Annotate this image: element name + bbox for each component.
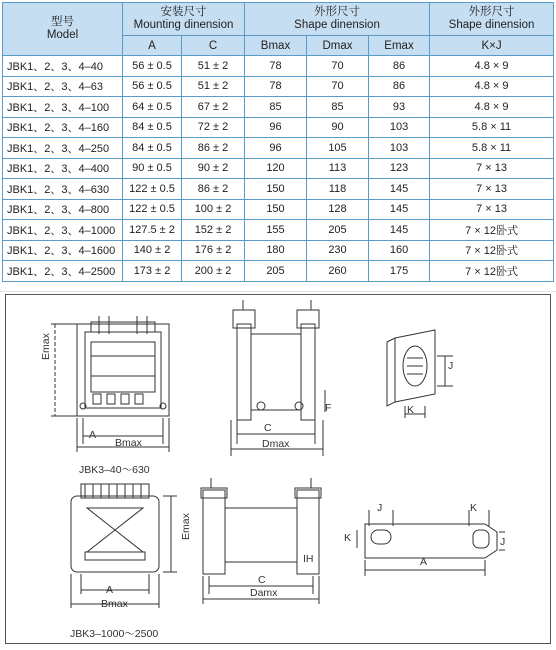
cell-model: JBK1、2、3、4–2500	[3, 261, 123, 282]
cell-a: 64 ± 0.5	[123, 97, 182, 118]
drawing-terminal-detail-small	[387, 330, 453, 418]
cell-model: JBK1、2、3、4–63	[3, 76, 123, 97]
label-a: A	[89, 429, 97, 441]
table-row	[3, 76, 554, 97]
cell-c: 51 ± 2	[182, 76, 245, 97]
cell-model: JBK1、2、3、4–250	[3, 138, 123, 159]
cell-kj: 4.8 × 9	[430, 97, 554, 118]
header-a: A	[123, 36, 182, 56]
cell-model: JBK1、2、3、4–630	[3, 179, 123, 200]
table-row	[3, 261, 554, 282]
drawing-front-large	[71, 484, 177, 608]
table-row	[3, 220, 554, 241]
header-shape: 外形尺寸 Shape dinension	[245, 3, 430, 36]
cell-kj: 7 × 13	[430, 179, 554, 200]
cell-bmax: 150	[245, 199, 307, 220]
cell-kj: 5.8 × 11	[430, 117, 554, 138]
cell-emax: 145	[369, 179, 430, 200]
cell-kj: 4.8 × 9	[430, 76, 554, 97]
cell-emax: 86	[369, 76, 430, 97]
table-row	[3, 199, 554, 220]
table-row	[3, 117, 554, 138]
cell-c: 176 ± 2	[182, 240, 245, 261]
cell-model: JBK1、2、3、4–800	[3, 199, 123, 220]
cell-dmax: 90	[307, 117, 369, 138]
label-k-3: K	[344, 532, 352, 544]
cell-kj: 7 × 13	[430, 158, 554, 179]
cell-a: 56 ± 0.5	[123, 76, 182, 97]
cell-model: JBK1、2、3、4–160	[3, 117, 123, 138]
caption-bottom: JBK3–1000～2500	[70, 628, 159, 640]
divider	[0, 291, 556, 292]
cell-c: 100 ± 2	[182, 199, 245, 220]
cell-c: 152 ± 2	[182, 220, 245, 241]
cell-kj: 7 × 12卧式	[430, 220, 554, 241]
cell-emax: 103	[369, 138, 430, 159]
spec-table	[2, 2, 554, 282]
cell-bmax: 96	[245, 138, 307, 159]
label-dmax: Dmax	[262, 438, 290, 450]
label-bmax-2: Bmax	[101, 598, 128, 610]
cell-bmax: 85	[245, 97, 307, 118]
table-row	[3, 56, 554, 77]
label-damx: Damx	[250, 587, 278, 599]
cell-dmax: 85	[307, 97, 369, 118]
cell-a: 90 ± 0.5	[123, 158, 182, 179]
label-a-3: A	[420, 556, 428, 568]
header-mounting: 安装尺寸 Mounting dinension	[123, 3, 245, 36]
cell-c: 72 ± 2	[182, 117, 245, 138]
label-k: K	[407, 404, 415, 416]
label-j-3: J	[500, 536, 506, 548]
cell-dmax: 70	[307, 56, 369, 77]
cell-dmax: 113	[307, 158, 369, 179]
cell-a: 173 ± 2	[123, 261, 182, 282]
label-ih: IH	[303, 553, 314, 565]
cell-dmax: 230	[307, 240, 369, 261]
cell-model: JBK1、2、3、4–100	[3, 97, 123, 118]
label-c-2: C	[258, 574, 266, 586]
header-kj: K×J	[430, 36, 554, 56]
label-f: F	[325, 402, 332, 414]
label-emax-2: Emax	[180, 513, 192, 540]
label-k-2: K	[470, 502, 478, 514]
cell-kj: 7 × 12卧式	[430, 261, 554, 282]
cell-model: JBK1、2、3、4–1000	[3, 220, 123, 241]
cell-emax: 145	[369, 220, 430, 241]
label-c: C	[264, 422, 272, 434]
label-j: J	[448, 360, 454, 372]
header-dmax: Dmax	[307, 36, 369, 56]
cell-bmax: 78	[245, 56, 307, 77]
cell-dmax: 260	[307, 261, 369, 282]
cell-a: 122 ± 0.5	[123, 199, 182, 220]
label-j-2: J	[377, 502, 383, 514]
cell-emax: 86	[369, 56, 430, 77]
header-shape-kj: 外形尺寸 Shape dinension	[430, 3, 554, 36]
header-model: 型号 Model	[3, 3, 123, 56]
cell-c: 86 ± 2	[182, 179, 245, 200]
cell-a: 84 ± 0.5	[123, 138, 182, 159]
header-emax: Emax	[369, 36, 430, 56]
cell-emax: 103	[369, 117, 430, 138]
cell-dmax: 205	[307, 220, 369, 241]
cell-kj: 7 × 12卧式	[430, 240, 554, 261]
label-emax: Emax	[40, 333, 52, 360]
caption-top: JBK3–40～630	[79, 464, 150, 476]
cell-emax: 145	[369, 199, 430, 220]
drawing-side-small	[231, 300, 325, 456]
cell-kj: 5.8 × 11	[430, 138, 554, 159]
cell-bmax: 150	[245, 179, 307, 200]
cell-bmax: 155	[245, 220, 307, 241]
cell-c: 90 ± 2	[182, 158, 245, 179]
table-row	[3, 138, 554, 159]
cell-emax: 93	[369, 97, 430, 118]
table-row	[3, 179, 554, 200]
table-row	[3, 240, 554, 261]
cell-emax: 160	[369, 240, 430, 261]
drawing-front-small	[51, 316, 169, 452]
cell-bmax: 120	[245, 158, 307, 179]
cell-model: JBK1、2、3、4–1600	[3, 240, 123, 261]
drawing-terminal-detail-large	[357, 510, 505, 576]
header-c: C	[182, 36, 245, 56]
cell-bmax: 78	[245, 76, 307, 97]
cell-a: 84 ± 0.5	[123, 117, 182, 138]
table-row	[3, 158, 554, 179]
cell-c: 86 ± 2	[182, 138, 245, 159]
cell-dmax: 70	[307, 76, 369, 97]
cell-dmax: 118	[307, 179, 369, 200]
cell-c: 67 ± 2	[182, 97, 245, 118]
cell-a: 127.5 ± 2	[123, 220, 182, 241]
cell-a: 56 ± 0.5	[123, 56, 182, 77]
cell-kj: 4.8 × 9	[430, 56, 554, 77]
cell-a: 122 ± 0.5	[123, 179, 182, 200]
cell-a: 140 ± 2	[123, 240, 182, 261]
cell-dmax: 128	[307, 199, 369, 220]
cell-emax: 123	[369, 158, 430, 179]
cell-bmax: 205	[245, 261, 307, 282]
cell-emax: 175	[369, 261, 430, 282]
label-a-2: A	[106, 584, 114, 596]
cell-c: 51 ± 2	[182, 56, 245, 77]
cell-bmax: 180	[245, 240, 307, 261]
label-bmax: Bmax	[115, 437, 142, 449]
cell-kj: 7 × 13	[430, 199, 554, 220]
cell-model: JBK1、2、3、4–400	[3, 158, 123, 179]
cell-c: 200 ± 2	[182, 261, 245, 282]
cell-model: JBK1、2、3、4–40	[3, 56, 123, 77]
cell-dmax: 105	[307, 138, 369, 159]
cell-bmax: 96	[245, 117, 307, 138]
header-bmax: Bmax	[245, 36, 307, 56]
table-row	[3, 97, 554, 118]
